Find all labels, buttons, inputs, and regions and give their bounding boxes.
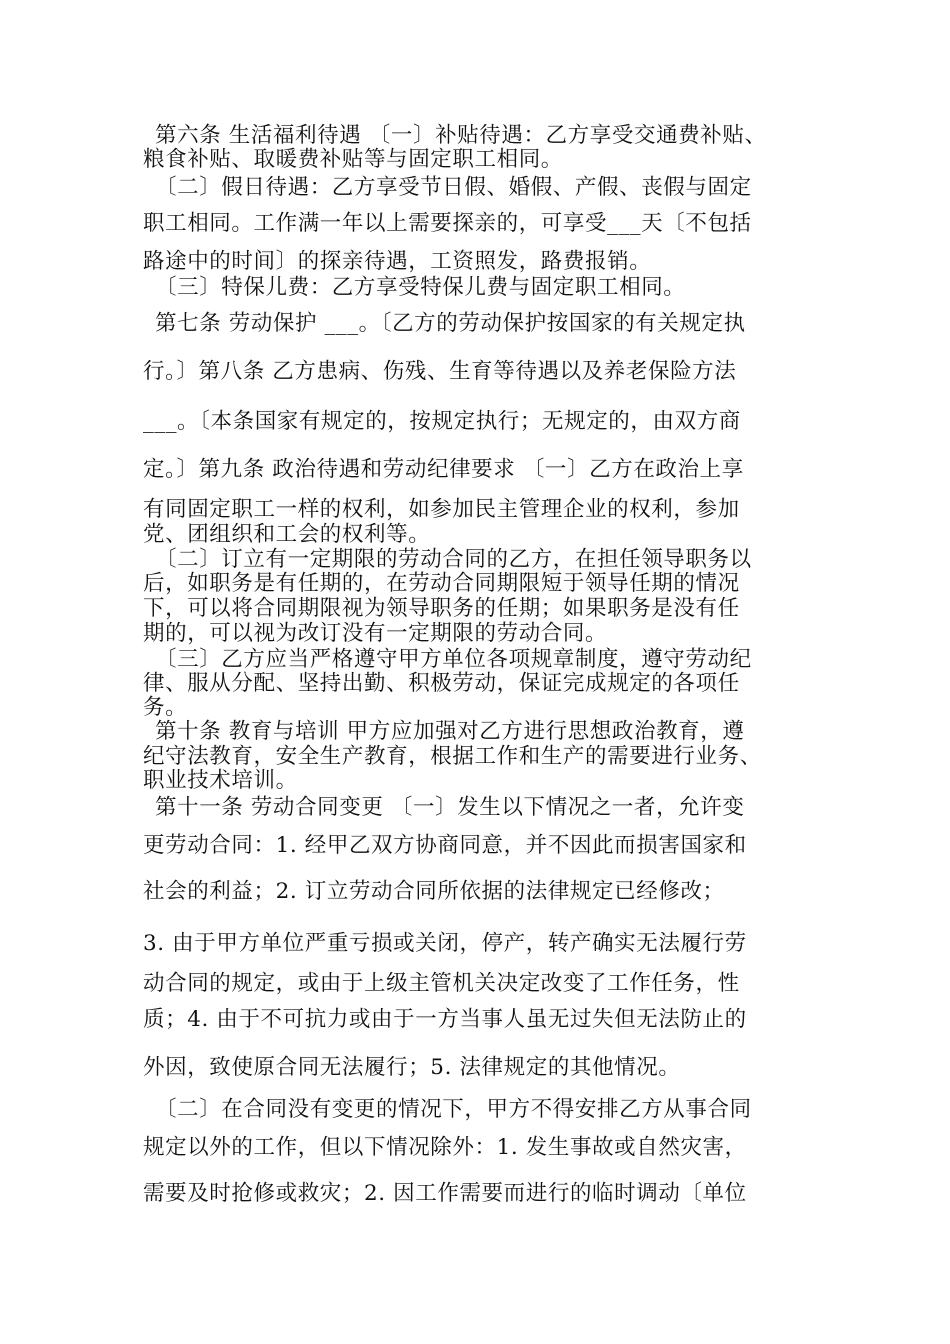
text-line: 第十一条 劳动合同变更 〔一〕发生以下情况之一者，允许变 bbox=[155, 795, 745, 820]
text-line: 务。 bbox=[143, 695, 188, 720]
text-line: 〔二〕订立有一定期限的劳动合同的乙方，在担任领导职务以 bbox=[155, 547, 752, 572]
text-line: 〔二〕假日待遇：乙方享受节日假、婚假、产假、丧假与固定 bbox=[155, 175, 752, 200]
text-line: 社会的利益；2. 订立劳动合同所依据的法律规定已经修改； bbox=[143, 879, 725, 904]
text-line: 3. 由于甲方单位严重亏损或关闭，停产，转产确实无法履行劳 bbox=[143, 931, 747, 956]
text-line: 路途中的时间〕的探亲待遇，工资照发，路费报销。 bbox=[143, 249, 652, 274]
text-line: 规定以外的工作，但以下情况除外：1. 发生事故或自然灾害， bbox=[143, 1135, 747, 1160]
text-line: 动合同的规定，或由于上级主管机关决定改变了工作任务，性 bbox=[143, 971, 740, 996]
text-line: 有同固定职工一样的权利，如参加民主管理企业的权利，参加 bbox=[143, 497, 740, 522]
text-line: 职业技术培训。 bbox=[143, 768, 298, 793]
text-line: 行。〕第八条 乙方患病、伤残、生育等待遇以及养老保险方法 bbox=[143, 359, 737, 384]
text-line: 更劳动合同：1. 经甲乙双方协商同意，并不因此而损害国家和 bbox=[143, 833, 747, 858]
text-line: 质；4. 由于不可抗力或由于一方当事人虽无过失但无法防止的 bbox=[143, 1007, 747, 1032]
text-line: 第十条 教育与培训 甲方应加强对乙方进行思想政治教育，遵 bbox=[155, 719, 745, 744]
text-line: 期的，可以视为改订没有一定期限的劳动合同。 bbox=[143, 621, 608, 646]
text-line: 党、团组织和工会的权利等。 bbox=[143, 522, 431, 547]
text-line: 需要及时抢修或救灾；2. 因工作需要而进行的临时调动〔单位 bbox=[143, 1181, 747, 1206]
text-line: ___。〔本条国家有规定的，按规定执行；无规定的，由双方商 bbox=[143, 409, 741, 434]
text-line: 纪守法教育，安全生产教育，根据工作和生产的需要进行业务、 bbox=[143, 744, 762, 769]
text-line: 定。〕第九条 政治待遇和劳动纪律要求 〔一〕乙方在政治上享 bbox=[143, 457, 744, 482]
text-line: 〔三〕乙方应当严格遵守甲方单位各项规章制度，遵守劳动纪 bbox=[155, 647, 752, 672]
text-line: 下，可以将合同期限视为领导职务的任期；如果职务是没有任 bbox=[143, 596, 740, 621]
text-line: 粮食补贴、取暖费补贴等与固定职工相同。 bbox=[143, 147, 563, 172]
text-line: 外因，致使原合同无法履行；5. 法律规定的其他情况。 bbox=[143, 1055, 681, 1080]
text-line: 第七条 劳动保护 ___。〔乙方的劳动保护按国家的有关规定执 bbox=[155, 311, 746, 336]
text-line: 第六条 生活福利待遇 〔一〕补贴待遇：乙方享受交通费补贴、 bbox=[155, 123, 767, 148]
text-line: 职工相同。工作满一年以上需要探亲的，可享受___天〔不包括 bbox=[143, 211, 752, 236]
text-line: 后，如职务是有任期的，在劳动合同期限短于领导任期的情况 bbox=[143, 571, 740, 596]
text-line: 〔三〕特保儿费：乙方享受特保儿费与固定职工相同。 bbox=[155, 275, 686, 300]
text-line: 律、服从分配、坚持出勤、积极劳动，保证完成规定的各项任 bbox=[143, 671, 740, 696]
text-line: 〔二〕在合同没有变更的情况下，甲方不得安排乙方从事合同 bbox=[155, 1097, 752, 1122]
